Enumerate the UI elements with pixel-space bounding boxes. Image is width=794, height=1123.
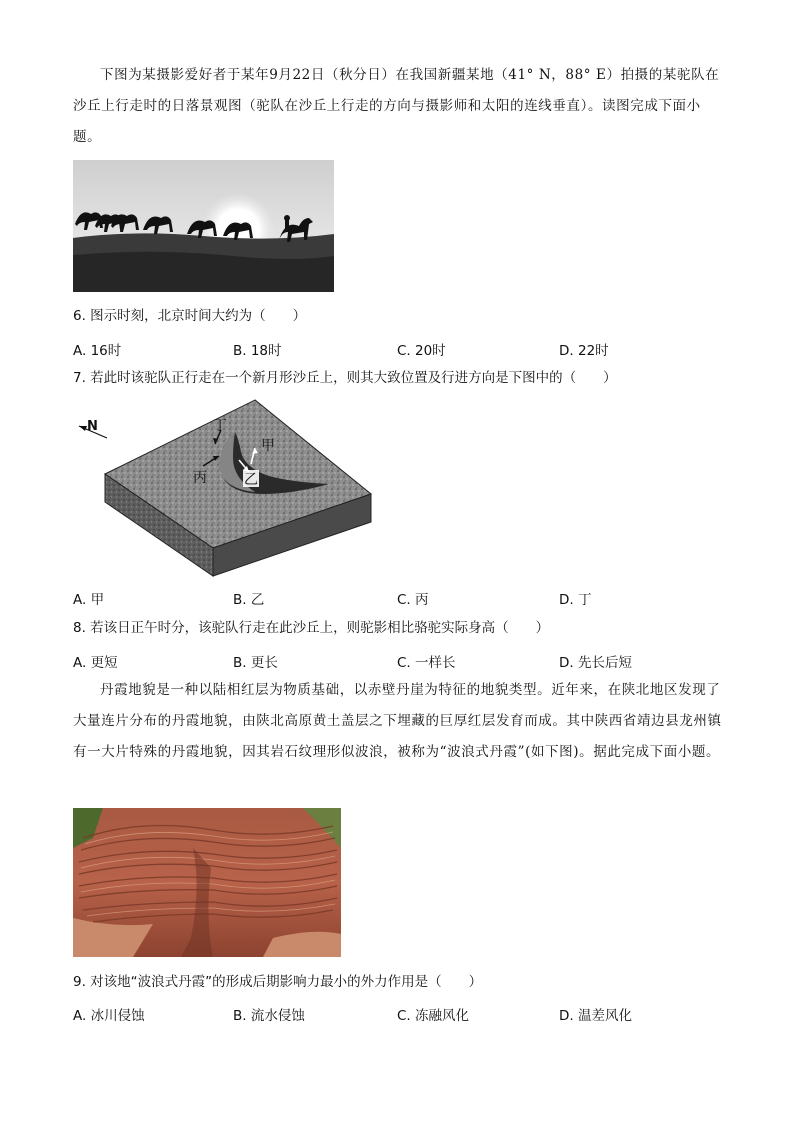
q9-option-a[interactable]: A. 冰川侵蚀 bbox=[73, 1008, 145, 1024]
q6-option-c[interactable]: C. 20时 bbox=[397, 343, 446, 359]
q9-option-d[interactable]: D. 温差风化 bbox=[559, 1008, 632, 1024]
crescent-dune-diagram bbox=[73, 398, 378, 578]
q8-option-a[interactable]: A. 更短 bbox=[73, 655, 118, 671]
q9-option-b[interactable]: B. 流水侵蚀 bbox=[233, 1008, 305, 1024]
passage-camel: 下图为某摄影爱好者于某年9月22日（秋分日）在我国新疆某地（41° N，88° E）拍摄的某驼队在沙丘上行走时的日落景观图（驼队在沙丘上行走的方向与摄影师和太阳的连线垂直）。读图完成下面小题。 bbox=[73, 67, 720, 145]
question-6-options bbox=[73, 339, 713, 357]
passage-danxia: 丹霞地貌是一种以陆相红层为物质基础，以赤壁丹崖为特征的地貌类型。近年来，在陕北地区发现了大量连片分布的丹霞地貌，由陕北高原黄土盖层之下埋藏的巨厚红层发育而成。其中陕西省靖边县龙州镇有一大片特殊的丹霞地貌，因其岩石纹理形似波浪，被称为“波浪式丹霞”(如下图)。据此完成下面小题。 bbox=[73, 682, 722, 760]
question-9-options bbox=[73, 1004, 713, 1022]
label-jia: 甲 bbox=[261, 438, 275, 454]
q6-option-a[interactable]: A. 16时 bbox=[73, 343, 122, 359]
north-label: N bbox=[87, 419, 98, 434]
question-8-stem: 8. 若该日正午时分，该驼队行走在此沙丘上，则驼影相比骆驼实际身高（ ） bbox=[73, 620, 550, 636]
q8-option-c[interactable]: C. 一样长 bbox=[397, 655, 456, 671]
q8-option-d[interactable]: D. 先长后短 bbox=[559, 655, 632, 671]
question-7-stem: 7. 若此时该驼队正行走在一个新月形沙丘上，则其大致位置及行进方向是下图中的（ ） bbox=[73, 370, 617, 386]
camel-sunset-photo bbox=[73, 160, 334, 292]
q7-option-b[interactable]: B. 乙 bbox=[233, 592, 265, 608]
q8-option-b[interactable]: B. 更长 bbox=[233, 655, 278, 671]
wave-danxia-photo bbox=[73, 808, 341, 957]
q7-option-c[interactable]: C. 丙 bbox=[397, 592, 429, 608]
q6-option-d[interactable]: D. 22时 bbox=[559, 343, 609, 359]
label-bing: 丙 bbox=[193, 470, 207, 486]
label-yi: 乙 bbox=[244, 472, 258, 488]
question-9-stem: 9. 对该地“波浪式丹霞”的形成后期影响力最小的外力作用是（ ） bbox=[73, 974, 483, 990]
q7-option-d[interactable]: D. 丁 bbox=[559, 592, 592, 608]
q6-option-b[interactable]: B. 18时 bbox=[233, 343, 282, 359]
q7-option-a[interactable]: A. 甲 bbox=[73, 592, 105, 608]
question-6-stem: 6. 图示时刻，北京时间大约为（ ） bbox=[73, 308, 307, 324]
q9-option-c[interactable]: C. 冻融风化 bbox=[397, 1008, 470, 1024]
question-7-options bbox=[73, 588, 713, 606]
question-8-options bbox=[73, 651, 713, 669]
label-ding: 丁 bbox=[213, 418, 227, 434]
